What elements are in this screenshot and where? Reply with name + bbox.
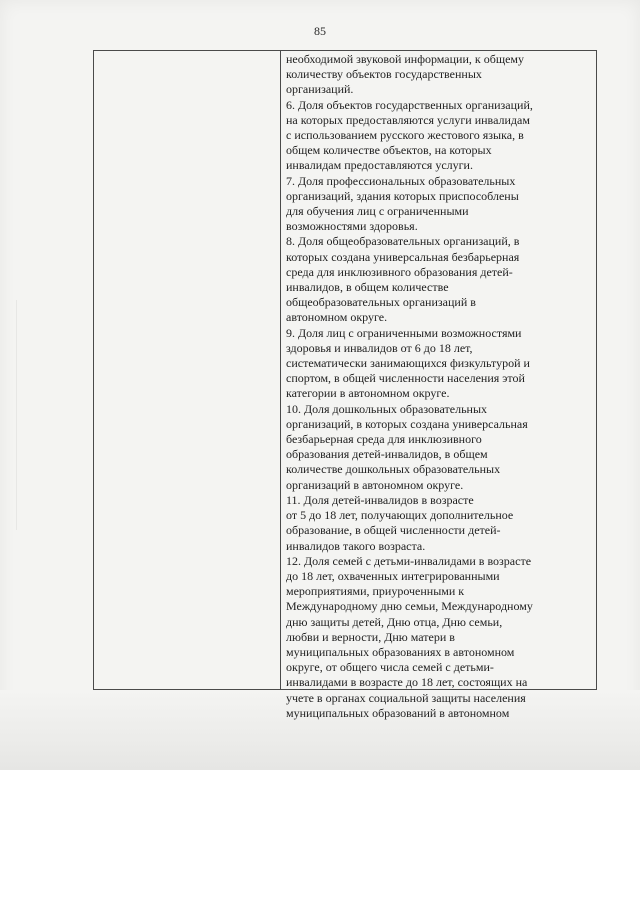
scan-margin-artifact — [16, 300, 17, 530]
text-line: общем количестве объектов, на которых — [286, 143, 492, 158]
text-line: 10. Доля дошкольных образовательных — [286, 401, 488, 416]
text-line: Международному дню семьи, Международному — [286, 599, 533, 614]
text-line: муниципальных образований в автономном — [286, 705, 510, 720]
text-line: организаций, здания которых приспособлены — [286, 188, 519, 203]
text-line: которых создана универсальная безбарьерная — [286, 249, 520, 264]
text-line: возможностями здоровья. — [286, 219, 418, 234]
text-line: дню защиты детей, Дню отца, Дню семьи, — [286, 614, 503, 629]
text-line: организаций, в которых создана универсальная — [286, 416, 528, 431]
table-cell-indicators-text — [286, 52, 598, 720]
text-line: 9. Доля лиц с ограниченными возможностями — [286, 325, 522, 340]
text-line: 12. Доля семей с детьми-инвалидами в возрасте — [286, 553, 532, 568]
text-line: инвалидами в возрасте до 18 лет, состоящих на — [286, 675, 528, 690]
text-line: с использованием русского жестового языка, в — [286, 128, 524, 143]
text-line: до 18 лет, охваченных интегрированными — [286, 568, 500, 583]
text-line: количеству объектов государственных — [286, 67, 482, 82]
text-line: категории в автономном округе. — [286, 386, 450, 401]
text-line: среда для инклюзивного образования детей- — [286, 264, 513, 279]
page-number: 85 — [314, 24, 326, 38]
text-line: любви и верности, Дню матери в — [286, 629, 455, 644]
text-line: образование, в общей численности детей- — [286, 523, 501, 538]
text-line: инвалидам предоставляются услуги. — [286, 158, 473, 173]
text-line: муниципальных образованиях в автономном — [286, 644, 515, 659]
text-line: 8. Доля общеобразовательных организаций, в — [286, 234, 520, 249]
text-line: организаций. — [286, 82, 354, 97]
table-column-divider — [280, 51, 281, 689]
text-line: на которых предоставляются услуги инвалидам — [286, 112, 530, 127]
table-cell-left-empty — [94, 51, 280, 689]
text-line: от 5 до 18 лет, получающих дополнительное — [286, 508, 514, 523]
text-line: инвалидов, в общем количестве — [286, 280, 449, 295]
text-line: инвалидов такого возраста. — [286, 538, 426, 553]
text-line: безбарьерная среда для инклюзивного — [286, 432, 482, 447]
text-line: необходимой звуковой информации, к общему — [286, 52, 524, 66]
text-line: образования детей-инвалидов, в общем — [286, 447, 488, 462]
text-line: мероприятиями, приуроченными к — [286, 584, 465, 599]
text-line: для обучения лиц с ограниченными — [286, 204, 469, 219]
text-line: количестве дошкольных образовательных — [286, 462, 501, 477]
text-line: 7. Доля профессиональных образовательных — [286, 173, 516, 188]
text-line: округе, от общего числа семей с детьми- — [286, 660, 494, 675]
text-line: систематически занимающихся физкультурой и — [286, 356, 530, 371]
document-table — [93, 50, 597, 720]
text-line: 6. Доля объектов государственных организаций, — [286, 97, 533, 112]
text-line: здоровья и инвалидов от 6 до 18 лет, — [286, 340, 473, 355]
text-line: организаций в автономном округе. — [286, 477, 464, 492]
text-line: 11. Доля детей-инвалидов в возрасте — [286, 492, 474, 507]
text-line: автономном округе. — [286, 310, 388, 325]
text-line: спортом, в общей численности населения этой — [286, 371, 525, 386]
text-line: общеобразовательных организаций в — [286, 295, 476, 310]
text-line: учете в органах социальной защиты населения — [286, 690, 526, 705]
